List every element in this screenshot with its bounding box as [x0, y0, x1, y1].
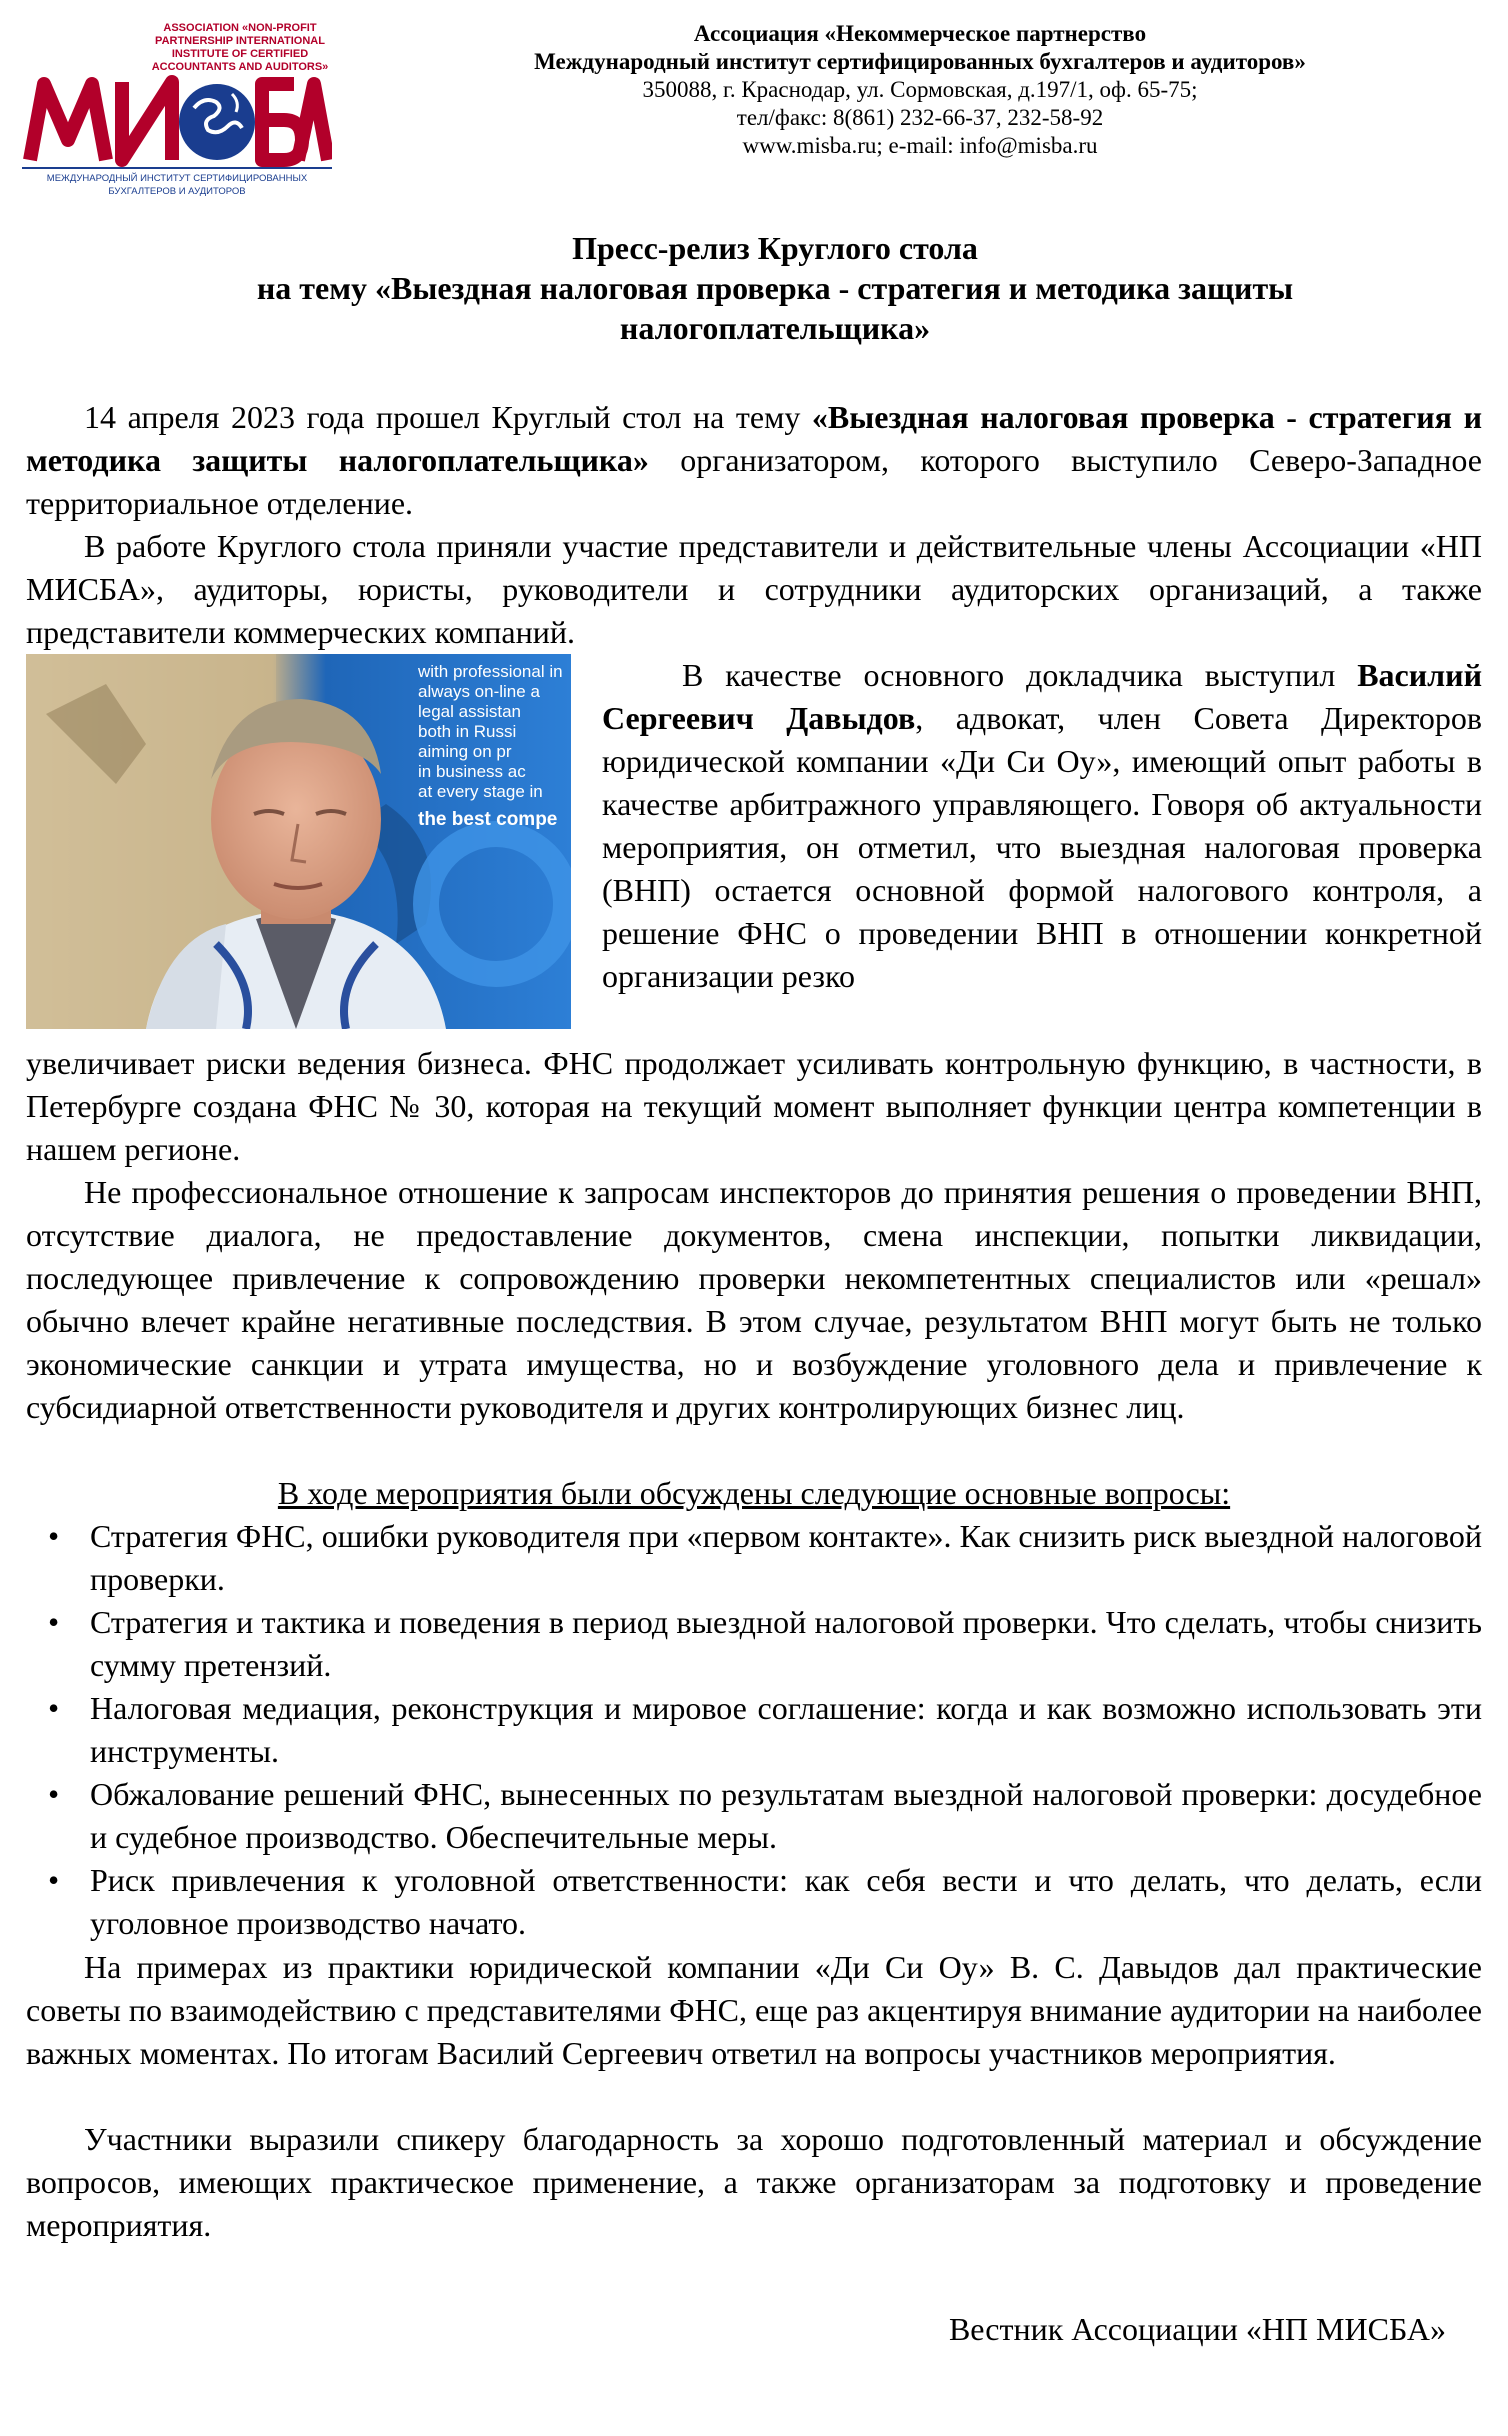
speaker-name: Василий Сергеевич Давыдов — [602, 657, 1482, 736]
screen-text-line: aiming on pr — [418, 742, 512, 761]
topic-text: Обжалование решений ФНС, вынесенных по результатам выездной налоговой проверки: досудебное и судебное производство. Обеспечительные меры. — [90, 1776, 1482, 1855]
topic-text: Стратегия и тактика и поведения в период выездной налоговой проверки. Что сделать, чтобы снизить сумму претензий. — [90, 1604, 1482, 1683]
screen-text-line: both in Russi — [418, 722, 517, 741]
list-item — [26, 1859, 1482, 1945]
screen-text-line: the best compe — [418, 809, 558, 830]
screen-text-line: always on-line a — [418, 682, 540, 701]
intro-text-a: 14 апреля 2023 года прошел Круглый стол на тему — [84, 399, 812, 435]
speaker-paragraph-continued: увеличивает риски ведения бизнеса. ФНС продолжает усиливать контрольную функцию, в частности, в Петербурге создана ФНС № 30, которая на текущий момент выполняет функции центра компетенции в нашем регионе. — [26, 1045, 1482, 1167]
bullet-icon: • — [48, 1604, 60, 1640]
topic-text: Риск привлечения к уголовной ответственности: как себя вести и что делать, что делать, если уголовное производство начато. — [90, 1862, 1482, 1941]
logo-association-text: ASSOCIATION «NON-PROFIT PARTNERSHIP INTERNATIONAL INSTITUTE OF CERTIFIED ACCOUNTANTS AND AUDITORS» — [151, 22, 329, 73]
org-line-2: Международный институт сертифицированных бухгалтеров и аудиторов» — [534, 49, 1306, 74]
title-line-1: Пресс-релиз Круглого стола — [572, 230, 978, 266]
intro-paragraph — [26, 396, 1482, 525]
topics-heading: В ходе мероприятия были обсуждены следующие основные вопросы: — [277, 1475, 1231, 1511]
practice-paragraph: На примерах из практики юридической компании «Ди Си Оу» В. С. Давыдов дал практические советы по взаимодействию с представителями ФНС, еще раз акцентируя внимание аудитории на наиболее важных моментах. По итогам Василий Сергеевич ответил на вопросы участников мероприятия. — [26, 1949, 1482, 2071]
list-item — [26, 1773, 1482, 1859]
list-item — [26, 1687, 1482, 1773]
org-line-1: Ассоциация «Некоммерческое партнерство — [693, 21, 1147, 46]
bullet-icon: • — [48, 1862, 60, 1898]
topics-list — [26, 1515, 1482, 1945]
bullet-icon: • — [48, 1690, 60, 1726]
intro-text-c: организатором, которого выступило Северо-Западное территориальное отделение. — [26, 442, 1483, 521]
participants-paragraph: В работе Круглого стола приняли участие представители и действительные члены Ассоциации «НП МИСБА», аудиторы, юристы, руководители и сотрудники аудиторских организаций, а также представители коммерческих компаний. — [26, 528, 1482, 650]
list-item — [26, 1601, 1482, 1687]
title-line-3: налогоплательщика» — [619, 310, 931, 346]
screen-text-line: at every stage in — [418, 782, 543, 801]
screen-text-line: in business ac — [418, 762, 526, 781]
bullet-icon: • — [48, 1518, 60, 1554]
speaker-text-a: В качестве основного докладчика выступил — [682, 657, 1358, 693]
list-item — [26, 1515, 1482, 1601]
signature: Вестник Ассоциации «НП МИСБА» — [948, 2311, 1446, 2347]
organization-header — [420, 20, 1420, 160]
speaker-paragraph — [602, 654, 1482, 998]
org-web: www.misba.ru; e-mail: info@misba.ru — [742, 133, 1098, 158]
photo-screen-text — [418, 662, 568, 830]
bullet-icon: • — [48, 1776, 60, 1812]
logo-wordmark — [22, 22, 332, 172]
title-line-2: на тему «Выездная налоговая проверка - стратегия и методика защиты — [256, 270, 1294, 306]
misba-logo — [22, 22, 332, 197]
org-phone: тел/факс: 8(861) 232-66-37, 232-58-92 — [736, 105, 1104, 130]
org-address: 350088, г. Краснодар, ул. Сормовская, д.197/1, оф. 65-75; — [642, 77, 1198, 102]
topic-text: Налоговая медиация, реконструкция и мировое соглашение: когда и как возможно использовать эти инструменты. — [90, 1690, 1482, 1769]
thanks-paragraph: Участники выразили спикеру благодарность за хорошо подготовленный материал и обсуждение вопросов, имеющих практическое применение, а также организаторам за подготовку и проведение мероприятия. — [26, 2121, 1482, 2243]
consequences-paragraph: Не профессиональное отношение к запросам инспекторов до принятия решения о проведении ВНП, отсутствие диалога, не предоставление документов, смена инспекции, попытки ликвидации, последующее привлечение к сопровождению проверки некомпетентных специалистов или «решал» обычно влечет крайне негативные последствия. В этом случае, результатом ВНП могут быть не только экономические санкции и утрата имущества, но и возбуждение уголовного дела и привлечение к субсидиарной ответственности руководителя и других контролирующих бизнес лиц. — [26, 1174, 1482, 1425]
topic-text: Стратегия ФНС, ошибки руководителя при «первом контакте». Как снизить риск выездной налоговой проверки. — [90, 1518, 1482, 1597]
speaker-text-b: , адвокат, член Совета Директоров юридической компании «Ди Си Оу», имеющий опыт работы в качестве арбитражного управляющего. Говоря об актуальности мероприятия, он отметил, что выездная налоговая проверка (ВНП) остается основной формой налогового контроля, а решение ФНС о проведении ВНП в отношении конкретной организации резко — [602, 700, 1483, 994]
screen-text-line: legal assistan — [418, 702, 522, 721]
globe-icon — [179, 84, 255, 160]
press-release-title — [130, 228, 1420, 348]
speaker-photo — [26, 654, 571, 1029]
logo-bottom-text: МЕЖДУНАРОДНЫЙ ИНСТИТУТ СЕРТИФИЦИРОВАННЫХ БУХГАЛТЕРОВ И АУДИТОРОВ — [46, 173, 308, 197]
intro-event-name: «Выездная налоговая проверка - стратегия и методика защиты налогоплательщика» — [26, 399, 1483, 478]
screen-text-line: with professional in — [418, 662, 563, 681]
